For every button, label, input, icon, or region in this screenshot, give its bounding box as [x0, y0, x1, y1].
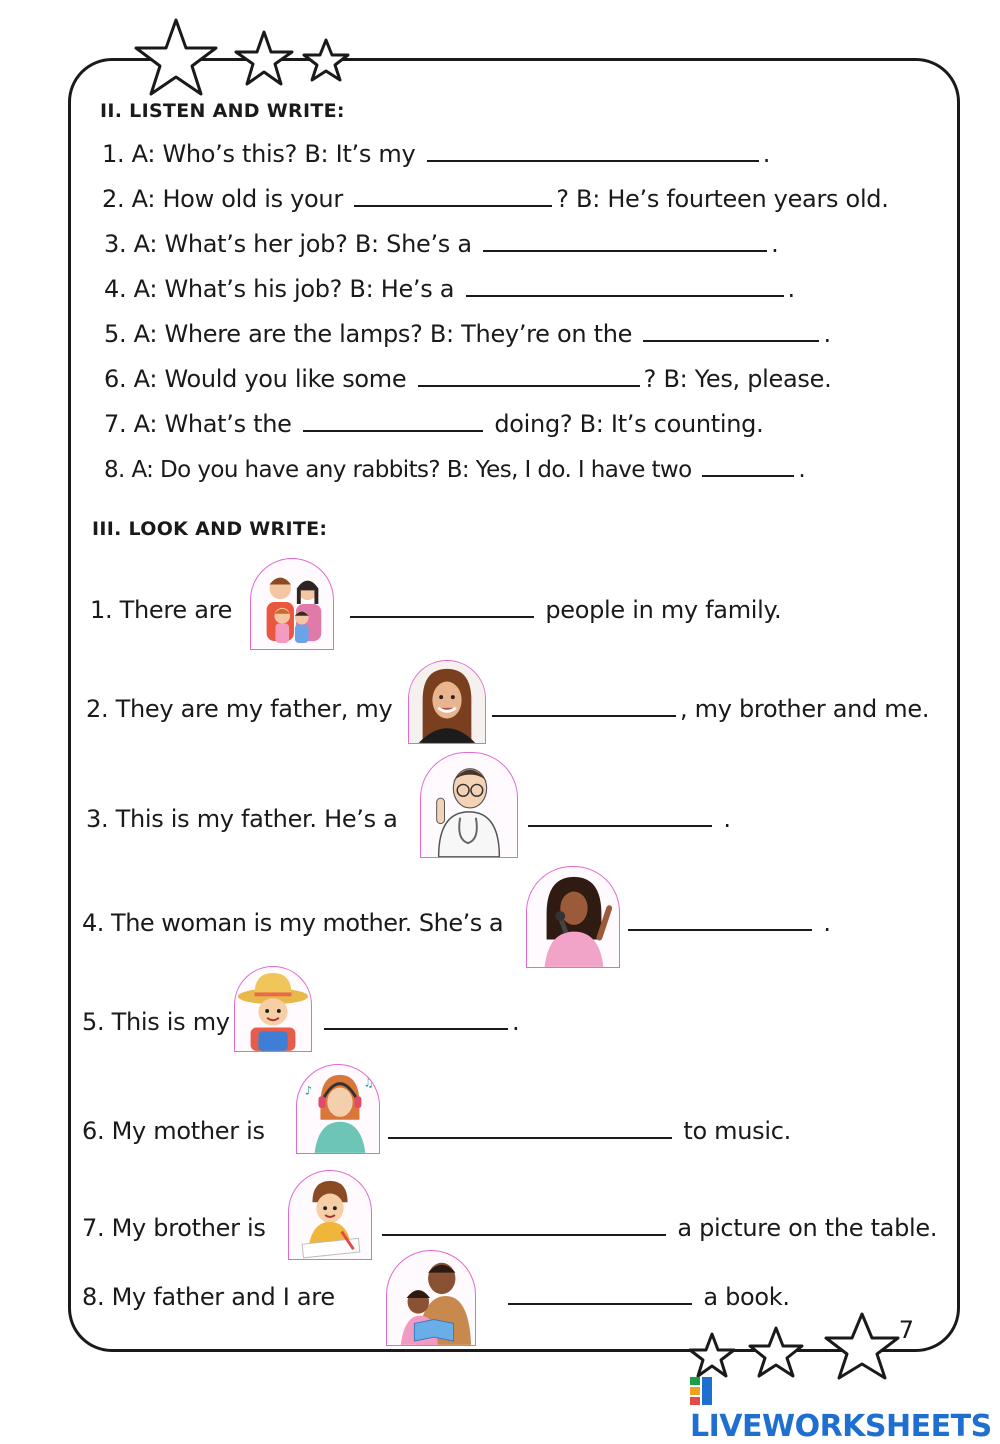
item-text: , my brother and me.: [680, 695, 930, 723]
listen-item-6: [104, 365, 831, 393]
listen-item-8: [104, 455, 805, 483]
listen-item-5: [104, 320, 831, 348]
look-item-5-text: 5. This is my: [82, 1008, 230, 1036]
farmer-boy-icon: [234, 966, 312, 1052]
item-text: .: [823, 320, 831, 348]
section-2-heading: II. LISTEN AND WRITE:: [100, 100, 345, 122]
answer-blank[interactable]: [508, 1283, 692, 1305]
item-text: .: [762, 140, 771, 168]
listen-item-3: [104, 230, 778, 258]
look-item-4-text: 4. The woman is my mother. She’s a: [82, 909, 504, 937]
liveworksheets-logo[interactable]: [690, 1374, 1000, 1444]
item-text: 7. A: What’s the: [104, 410, 292, 438]
item-text: 6. A: Would you like some: [104, 365, 407, 393]
item-text: 8. A: Do you have any rabbits? B: Yes, I do. I have two: [104, 457, 692, 483]
listen-item-4: [104, 275, 795, 303]
section-3-heading: III. LOOK AND WRITE:: [92, 518, 328, 540]
page-number: 7: [898, 1316, 914, 1344]
item-text: .: [512, 1008, 520, 1036]
star-icon: [826, 1314, 898, 1378]
item-text: a book.: [703, 1283, 790, 1311]
look-item-3-text: 3. This is my father. He’s a: [86, 805, 398, 833]
star-icon: [304, 40, 348, 80]
family-icon: [250, 558, 334, 650]
item-text: 4. A: What’s his job? B: He’s a: [104, 275, 455, 303]
look-item-2-answer: [488, 695, 929, 723]
answer-blank[interactable]: [354, 185, 552, 207]
answer-blank[interactable]: [382, 1214, 666, 1236]
answer-blank[interactable]: [483, 230, 767, 252]
answer-blank[interactable]: [324, 1008, 508, 1030]
look-item-1-answer: [346, 596, 781, 624]
item-text: ? B: He’s fourteen years old.: [556, 185, 889, 213]
answer-blank[interactable]: [427, 140, 759, 162]
answer-blank[interactable]: [628, 909, 812, 931]
look-item-8-answer: [504, 1283, 790, 1311]
item-text: to music.: [683, 1117, 791, 1145]
listen-item-7: [104, 410, 763, 438]
look-item-4-answer: [624, 909, 831, 937]
look-item-7-answer: [378, 1214, 937, 1242]
listen-item-1: [102, 140, 770, 168]
item-text: people in my family.: [545, 596, 782, 624]
answer-blank[interactable]: [466, 275, 784, 297]
answer-blank[interactable]: [528, 805, 712, 827]
answer-blank[interactable]: [350, 596, 534, 618]
item-text: 5. A: Where are the lamps? B: They’re on the: [104, 320, 633, 348]
top-stars-decoration: [130, 14, 360, 100]
drawing-icon: [288, 1170, 372, 1260]
item-text: .: [771, 230, 779, 258]
item-text: a picture on the table.: [677, 1214, 938, 1242]
look-item-6-text: 6. My mother is: [82, 1117, 265, 1145]
item-text: 2. A: How old is your: [102, 185, 343, 213]
star-icon: [236, 32, 292, 84]
item-text: .: [823, 909, 831, 937]
svg-text:♪: ♪: [304, 1083, 313, 1098]
item-text: ? B: Yes, please.: [643, 365, 832, 393]
answer-blank[interactable]: [492, 695, 676, 717]
liveworksheets-logo-icon: [690, 1377, 712, 1405]
look-item-5-answer: [320, 1008, 519, 1036]
svg-text:♫: ♫: [363, 1075, 374, 1090]
item-text: .: [723, 805, 731, 833]
listen-item-2: [102, 185, 889, 213]
listening-icon: [296, 1064, 380, 1154]
singer-icon: [526, 866, 620, 968]
item-text: doing? B: It’s counting.: [494, 410, 764, 438]
answer-blank[interactable]: [388, 1117, 672, 1139]
item-text: 1. A: Who’s this? B: It’s my: [102, 140, 416, 168]
look-item-8-text: 8. My father and I are: [82, 1283, 335, 1311]
look-item-2-text: 2. They are my father, my: [86, 695, 393, 723]
look-item-3-answer: [524, 805, 731, 833]
look-item-6-answer: [384, 1117, 791, 1145]
item-text: 3. A: What’s her job? B: She’s a: [104, 230, 472, 258]
item-text: .: [787, 275, 795, 303]
logo-text: LIVEWORKSHEETS: [690, 1409, 992, 1444]
star-icon: [750, 1328, 802, 1376]
star-icon: [136, 20, 216, 94]
star-icon: [690, 1334, 734, 1376]
reading-icon: [386, 1250, 476, 1346]
item-text: .: [798, 457, 806, 483]
look-item-7-text: 7. My brother is: [82, 1214, 266, 1242]
answer-blank[interactable]: [702, 455, 794, 477]
bottom-stars-decoration: [684, 1308, 914, 1380]
answer-blank[interactable]: [643, 320, 819, 342]
answer-blank[interactable]: [303, 410, 483, 432]
answer-blank[interactable]: [418, 365, 640, 387]
mother-icon: [408, 660, 486, 744]
look-item-1-text: 1. There are: [90, 596, 233, 624]
doctor-icon: [420, 752, 518, 858]
